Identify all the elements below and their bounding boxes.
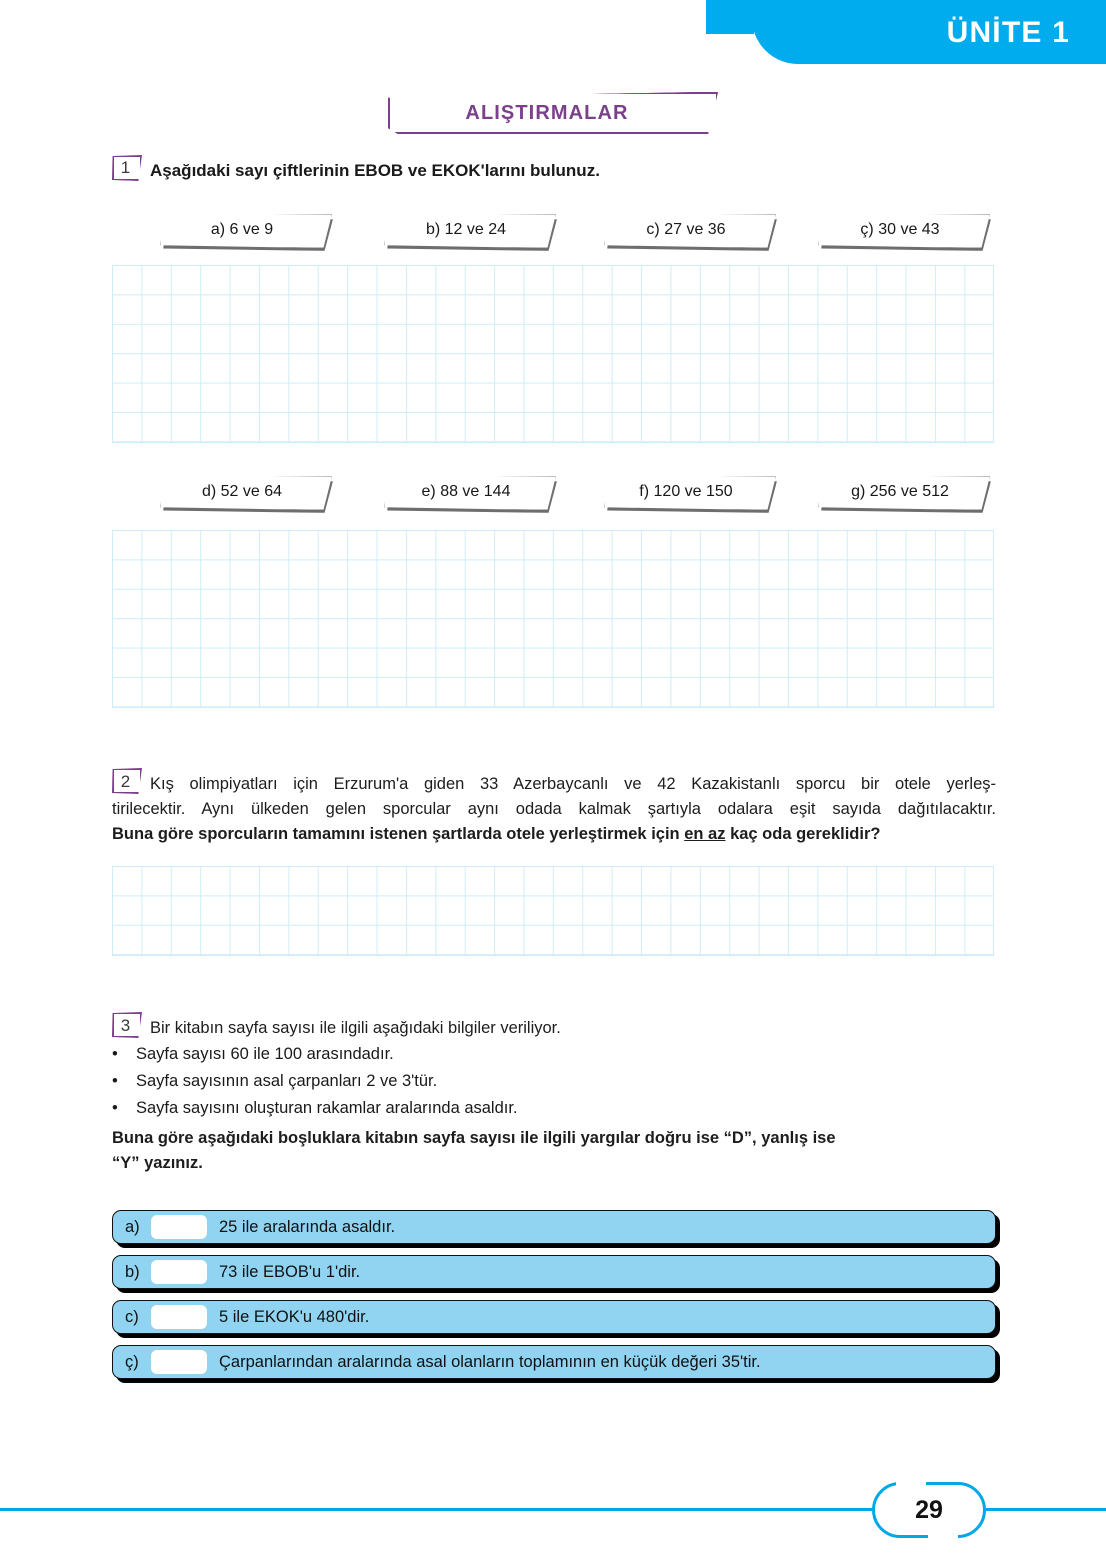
statement-text: 5 ile EKOK'u 480'dir. [219, 1307, 370, 1326]
chip-label: b) 12 ve 24 [425, 221, 507, 238]
option-chip-f[interactable] [604, 476, 774, 508]
question-2-bold-a: Buna göre sporcuların tamamını istenen şartlarda otele yerleştirmek için [112, 825, 685, 843]
answer-input-c[interactable] [151, 1305, 207, 1329]
chip-label: f) 120 ve 150 [639, 483, 733, 500]
question-3-text: Bir kitabın sayfa sayısı ile ilgili aşağıdaki bilgiler veriliyor. [150, 1019, 561, 1037]
row-face [112, 1300, 996, 1334]
row-face [112, 1210, 996, 1244]
question-2-bold-b: kaç oda gereklidir? [725, 825, 881, 843]
statement-letter: ç) [125, 1352, 139, 1371]
row-face [112, 1345, 996, 1379]
statement-row-a[interactable] [112, 1210, 996, 1244]
option-chip-d[interactable] [160, 476, 330, 508]
bullet-text: Sayfa sayısının asal çarpanları 2 ve 3'tür. [136, 1072, 438, 1090]
bullet-dot-icon: • [112, 1099, 118, 1117]
list-item [112, 1068, 996, 1095]
statement-row-c-cedilla[interactable] [112, 1345, 996, 1379]
option-chip-c-cedilla[interactable] [818, 214, 988, 246]
answer-grid-3[interactable] [112, 866, 994, 956]
bullet-text: Sayfa sayısını oluşturan rakamlar aralarında asaldır. [136, 1099, 518, 1117]
chip-label: e) 88 ve 144 [421, 483, 511, 500]
question-2-underlined: en az [684, 825, 726, 843]
question-2-line-2: tirilecektir. Aynı ülkeden gelen sporcular aynı odada kalmak şartıyla odalara eşit sayıda dağıtılacaktır. [112, 800, 996, 818]
chip-label: d) 52 ve 64 [201, 483, 283, 500]
question-number-label: 1 [120, 158, 131, 177]
chip-label: a) 6 ve 9 [210, 221, 274, 238]
exercises-section-badge [388, 92, 718, 134]
answer-input-b[interactable] [151, 1260, 207, 1284]
question-2-block [112, 768, 996, 847]
question-3-block [112, 1012, 996, 1176]
footer-rule-right [986, 1508, 1106, 1511]
statement-text: 73 ile EBOB'u 1'dir. [219, 1262, 361, 1281]
badge-label: ALIŞTIRMALAR [465, 101, 629, 124]
footer-rule-left [0, 1508, 872, 1511]
bullet-dot-icon: • [112, 1072, 118, 1090]
unit-header-banner [752, 0, 1106, 64]
chip-label: ç) 30 ve 43 [860, 221, 940, 238]
question-3-bullet-list [112, 1041, 996, 1122]
chip-label: c) 27 ve 36 [646, 221, 726, 238]
question-2-line-1 [112, 768, 996, 797]
header-banner-notch [706, 0, 754, 34]
question-number-label: 2 [120, 771, 131, 791]
question-2-number-badge [112, 768, 142, 794]
question-2-line-3 [112, 822, 996, 847]
question-1-number-badge [112, 155, 142, 181]
list-item [112, 1041, 996, 1068]
question-2-text-1: Kış olimpiyatları için Erzurum'a giden 33 Azerbaycanlı ve 42 Kazakistanlı sporcu bir otele yerleş- [150, 775, 996, 793]
statement-letter: c) [125, 1307, 139, 1326]
answer-input-a[interactable] [151, 1215, 207, 1239]
option-chip-c[interactable] [604, 214, 774, 246]
option-chip-b[interactable] [384, 214, 554, 246]
question-3-number-badge [112, 1012, 142, 1038]
statement-row-c[interactable] [112, 1300, 996, 1334]
statement-letter: b) [125, 1262, 140, 1281]
statement-row-b[interactable] [112, 1255, 996, 1289]
bullet-text: Sayfa sayısı 60 ile 100 arasındadır. [136, 1045, 394, 1063]
row-face [112, 1255, 996, 1289]
unit-title: ÜNİTE 1 [946, 16, 1070, 49]
question-3-prompt-row [112, 1012, 996, 1041]
answer-input-c-cedilla[interactable] [151, 1350, 207, 1374]
list-item [112, 1095, 996, 1122]
statement-text: 25 ile aralarında asaldır. [219, 1217, 396, 1236]
answer-grid-1[interactable] [112, 265, 994, 443]
answer-grid-2[interactable] [112, 530, 994, 708]
statement-text: Çarpanlarından aralarında asal olanların toplamının en küçük değeri 35'tir. [219, 1352, 761, 1371]
option-chip-e[interactable] [384, 476, 554, 508]
option-chip-a[interactable] [160, 214, 330, 246]
bullet-dot-icon: • [112, 1045, 118, 1063]
page-number: 29 [915, 1495, 943, 1524]
question-3-instruction-2: “Y” yazınız. [112, 1154, 203, 1172]
statement-letter: a) [125, 1217, 140, 1236]
chip-label: g) 256 ve 512 [851, 483, 949, 500]
question-1-text: Aşağıdaki sayı çiftlerinin EBOB ve EKOK'larını bulunuz. [150, 161, 600, 180]
question-number-label: 3 [120, 1015, 131, 1035]
question-1-prompt-row [112, 155, 996, 181]
question-3-instruction-1: Buna göre aşağıdaki boşluklara kitabın sayfa sayısı ile ilgili yargılar doğru ise “D”, yanlış ise [112, 1129, 836, 1147]
option-chip-g[interactable] [818, 476, 988, 508]
